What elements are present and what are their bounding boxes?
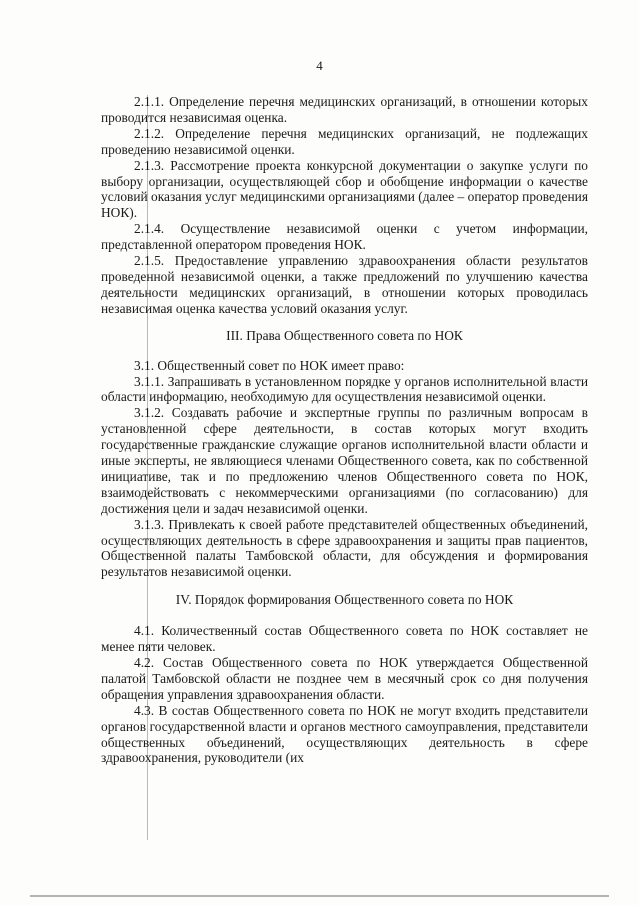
- document-body: [101, 94, 588, 766]
- scan-bottom-edge: [30, 895, 609, 897]
- clause-2-1-2: 2.1.2. Определение перечня медицинских организаций, не подлежащих проведению независимой оценки.: [101, 125, 588, 157]
- clause-2-1-5: 2.1.5. Предоставление управлению здравоохранения области результатов проведенной независимой оценки, а также предложений по улучшению качества деятельности медицинских организаций, в отношении которых проводилась независимая оценка качества условий оказания услуг.: [101, 253, 588, 316]
- section-3-heading: III. Права Общественного совета по НОК: [226, 327, 463, 343]
- page-number: 4: [316, 58, 323, 73]
- clause-3-1-3: 3.1.3. Привлекать к своей работе представителей общественных объединений, осуществляющих деятельность в сфере здравоохранения и защиты прав пациентов, Общественной палаты Тамбовской области, для обсуждения и формирования результатов независимой оценки.: [101, 516, 588, 580]
- clause-3-1: 3.1. Общественный совет по НОК имеет право:: [134, 357, 405, 373]
- clause-3-1-1: 3.1.1. Запрашивать в установленном порядке у органов исполнительной власти области информацию, необходимую для осуществления независимой оценки.: [101, 373, 588, 405]
- clause-4-1: 4.1. Количественный состав Общественного совета по НОК составляет не менее пяти человек.: [101, 623, 588, 655]
- clause-3-1-2: 3.1.2. Создавать рабочие и экспертные группы по различным вопросам в установленной сфере деятельности, в состав которых могут входить государственные гражданские служащие органов исполнительной власти области и иные эксперты, не являющиеся членами Общественного совета, как по собственной инициативе, так и по предложению членов Общественного совета по НОК, взаимодействовать с некоммерческими организациями (по согласованию) для достижения цели и задач независимой оценки.: [101, 405, 588, 516]
- section-4-heading: IV. Порядок формирования Общественного совета по НОК: [175, 592, 514, 608]
- clause-4-3: 4.3. В состав Общественного совета по НОК не могут входить представители органов государственной власти и органов местного самоуправления, представители общественных объединений, осуществляющих деятельность в сфере здравоохранения, руководители (их: [101, 702, 588, 766]
- clause-2-1-3: 2.1.3. Рассмотрение проекта конкурсной документации о закупке услуги по выбору организации, осуществляющей сбор и обобщение информации о качестве условий оказания услуг медицинскими организациями (далее – оператор проведения НОК).: [101, 157, 588, 221]
- clause-2-1-1: 2.1.1. Определение перечня медицинских организаций, в отношении которых проводится независимая оценка.: [101, 94, 588, 125]
- clause-4-2: 4.2. Состав Общественного совета по НОК утверждается Общественной палатой Тамбовской области не позднее чем в месячный срок со дня получения обращения управления здравоохранения области.: [101, 655, 588, 702]
- clause-2-1-4: 2.1.4. Осуществление независимой оценки с учетом информации, представленной оператором проведения НОК.: [101, 221, 588, 253]
